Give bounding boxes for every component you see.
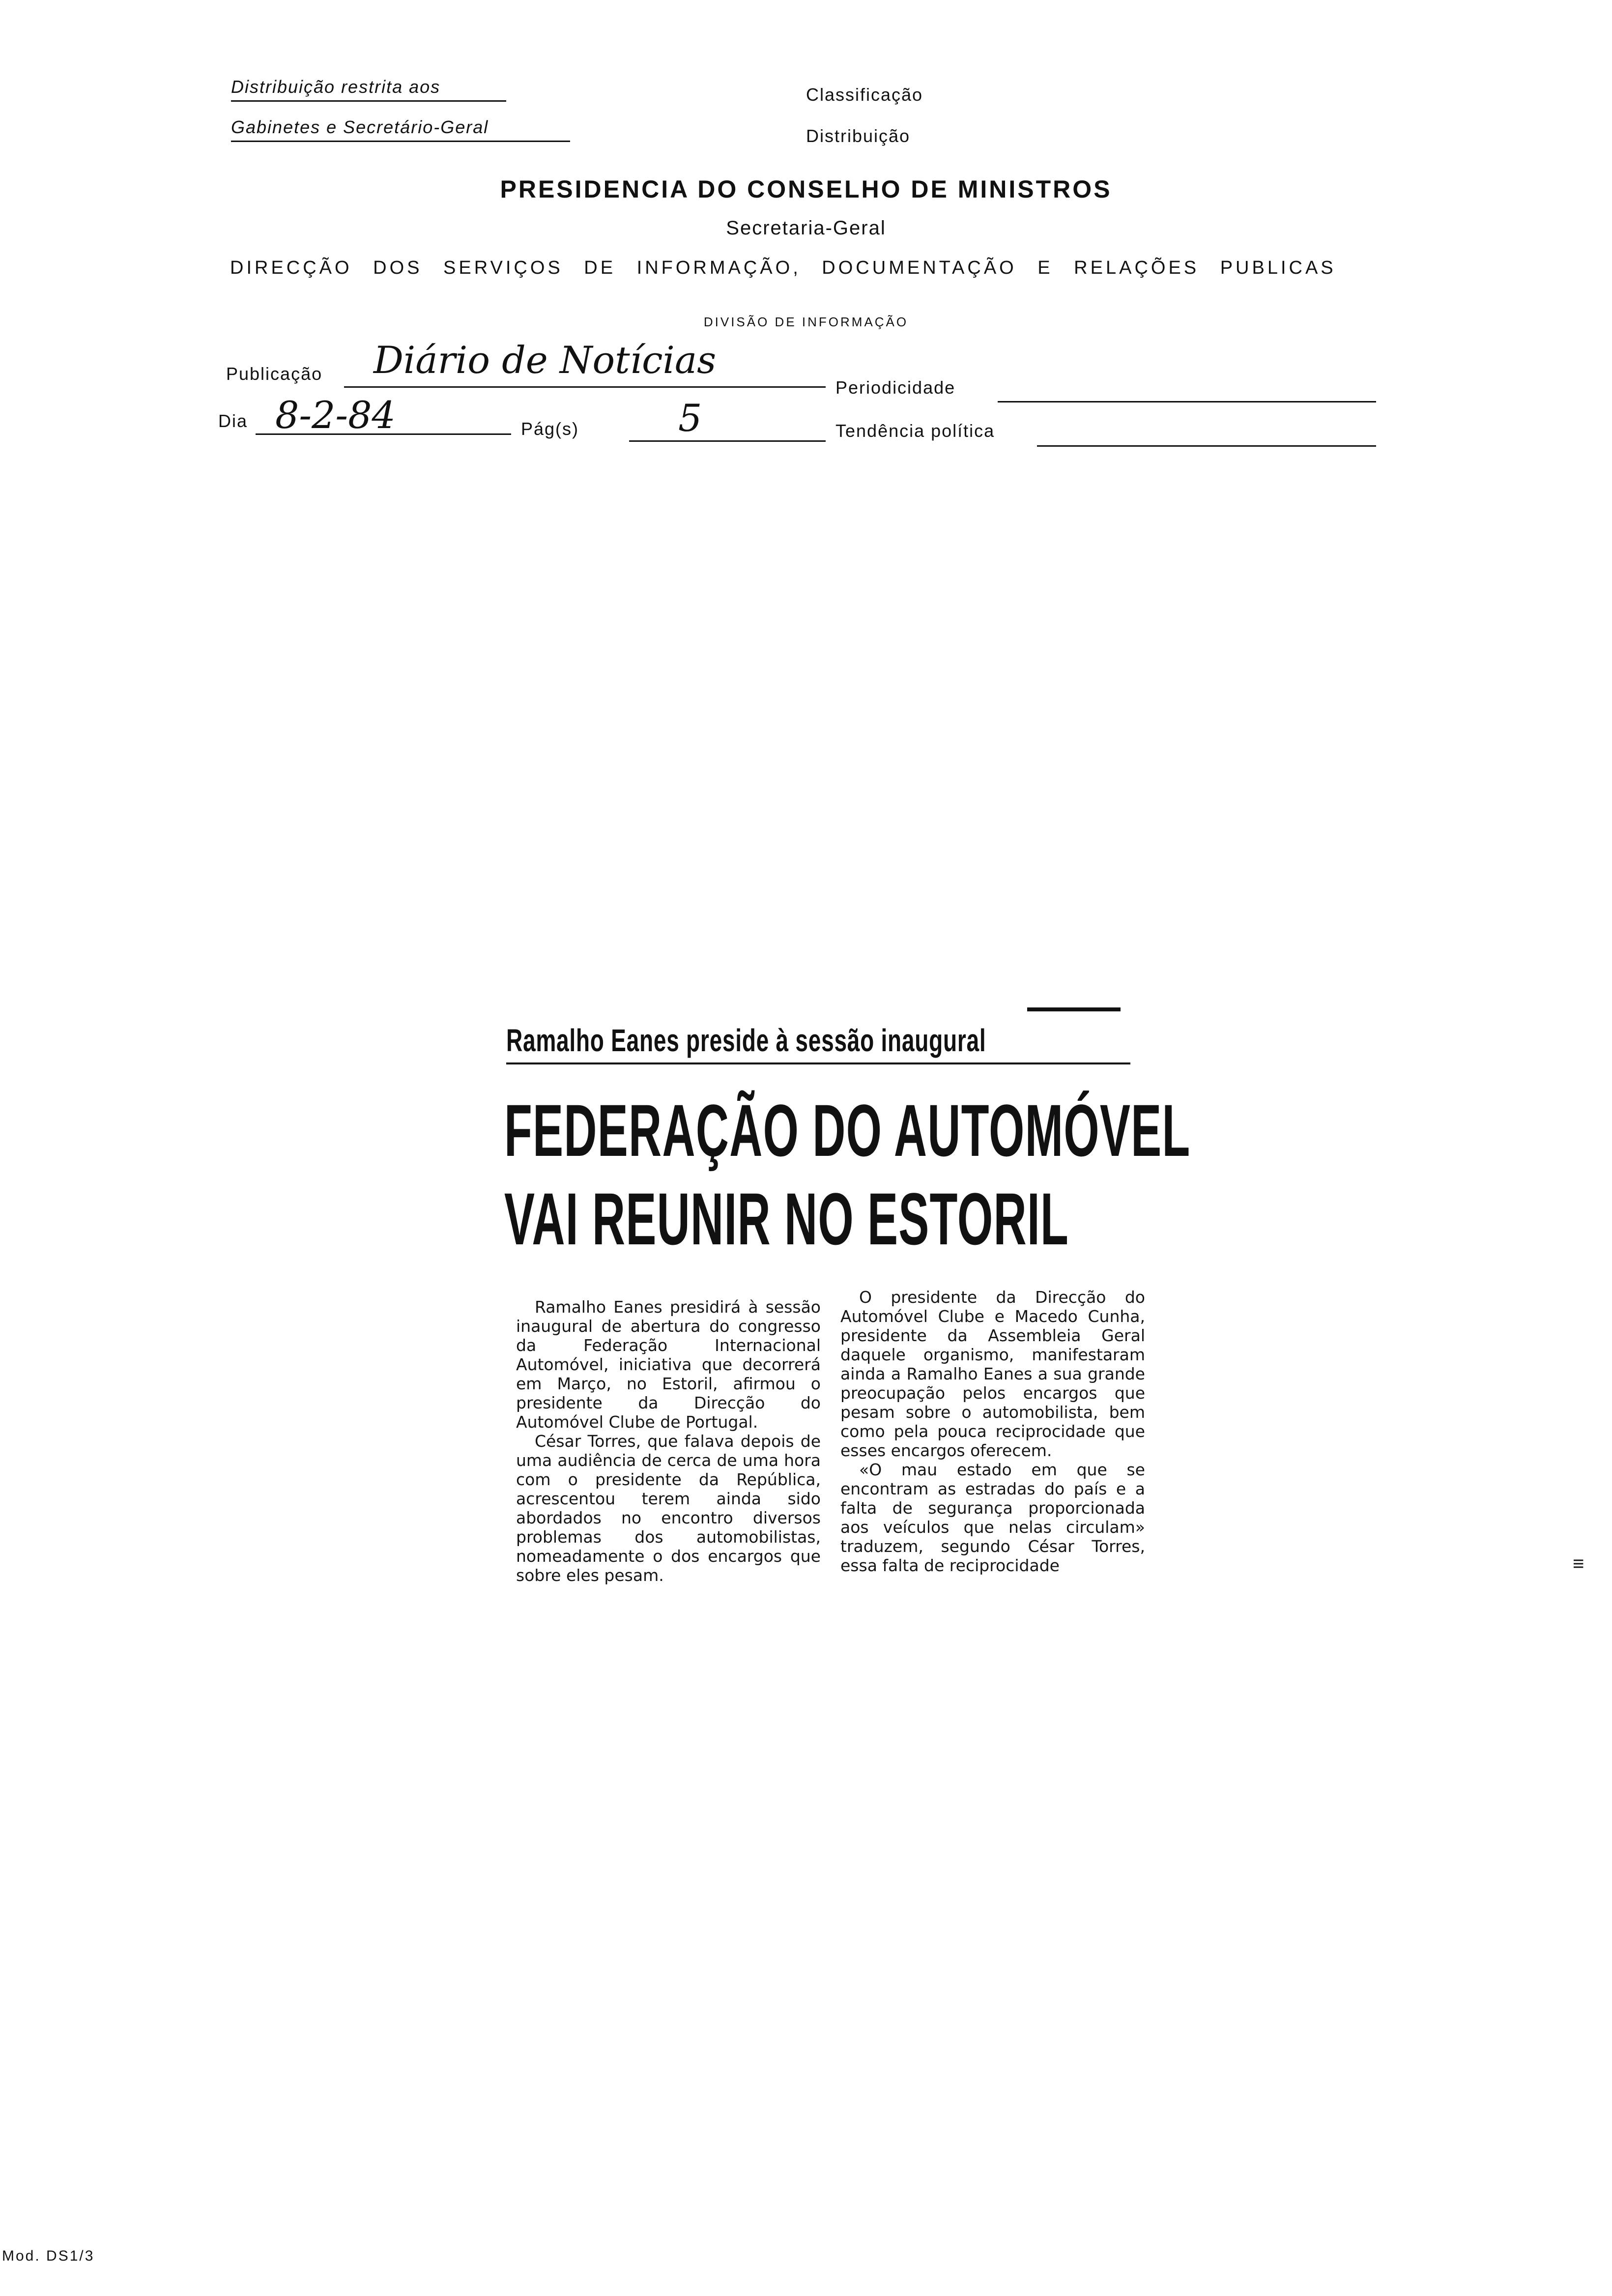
clipping-kicker-rule	[506, 1062, 1130, 1064]
distribuicao-label: Distribuição	[806, 126, 911, 146]
clipping-kicker: Ramalho Eanes preside à sessão inaugural	[506, 1023, 986, 1058]
divisao-heading: DIVISÃO DE INFORMAÇÃO	[703, 315, 909, 329]
dia-value: 8-2-84	[275, 393, 396, 437]
clipping-top-rule	[1027, 1007, 1121, 1011]
publicacao-value: Diário de Notícias	[374, 338, 717, 382]
page-title: PRESIDENCIA DO CONSELHO DE MINISTROS	[500, 175, 1112, 203]
form-code: Mod. DS1/3	[2, 2248, 95, 2264]
pags-value: 5	[678, 396, 702, 440]
clipping-headline-line-2: VAI REUNIR NO ESTORIL	[504, 1177, 1069, 1260]
newspaper-clipping	[496, 993, 1191, 1759]
publicacao-field	[344, 386, 826, 388]
direccao-heading: DIRECÇÃO DOS SERVIÇOS DE INFORMAÇÃO, DOCUMENTAÇÃO E RELAÇÕES PUBLICAS	[230, 258, 1336, 278]
clipping-headline-line-1: FEDERAÇÃO DO AUTOMÓVEL	[504, 1089, 1191, 1172]
clipping-col2-paragraph-2: «O mau estado em que se encontram as estradas do país e a falta de segurança proporcionada aos veículos que nelas circulam» traduzem, segundo César Torres, essa falta de reciprocidade	[840, 1460, 1145, 1575]
distribution-line-2: Gabinetes e Secretário-Geral	[231, 117, 570, 142]
tendencia-field	[1037, 445, 1376, 447]
pags-label: Pág(s)	[521, 419, 579, 439]
clipping-column-1	[516, 1297, 821, 1585]
clipping-col2-paragraph-1: O presidente da Direcção do Automóvel Clube e Macedo Cunha, presidente da Assembleia Geral daquele organismo, manifestaram ainda a Ramalho Eanes a sua grande preocupação pelos encargos que pesam sobre o automobilista, bem como pela pouca reciprocidade que esses encargos oferecem.	[840, 1288, 1145, 1460]
tendencia-label: Tendência política	[835, 421, 995, 441]
page-subtitle: Secretaria-Geral	[726, 217, 886, 239]
punch-mark-icon: ≡	[1573, 1553, 1584, 1575]
clipping-col1-paragraph-2: César Torres, que falava depois de uma audiência de cerca de uma hora com o presidente da República, acrescentou terem ainda sido abordados no encontro diversos problemas dos automobilistas, nomeadamente o dos encargos que sobre eles pesam.	[516, 1432, 821, 1585]
pags-field	[629, 440, 826, 442]
distribution-line-1: Distribuição restrita aos	[231, 77, 506, 102]
classificacao-label: Classificação	[806, 85, 923, 105]
clipping-col1-paragraph-1: Ramalho Eanes presidirá à sessão inaugural de abertura do congresso da Federação Internacional Automóvel, iniciativa que decorrerá em Março, no Estoril, afirmou o presidente da Direcção do Automóvel Clube de Portugal.	[516, 1297, 821, 1432]
publicacao-label: Publicação	[226, 364, 323, 384]
periodicidade-field	[998, 401, 1376, 402]
clipping-column-2	[840, 1288, 1145, 1575]
dia-label: Dia	[218, 411, 248, 431]
periodicidade-label: Periodicidade	[835, 377, 956, 398]
